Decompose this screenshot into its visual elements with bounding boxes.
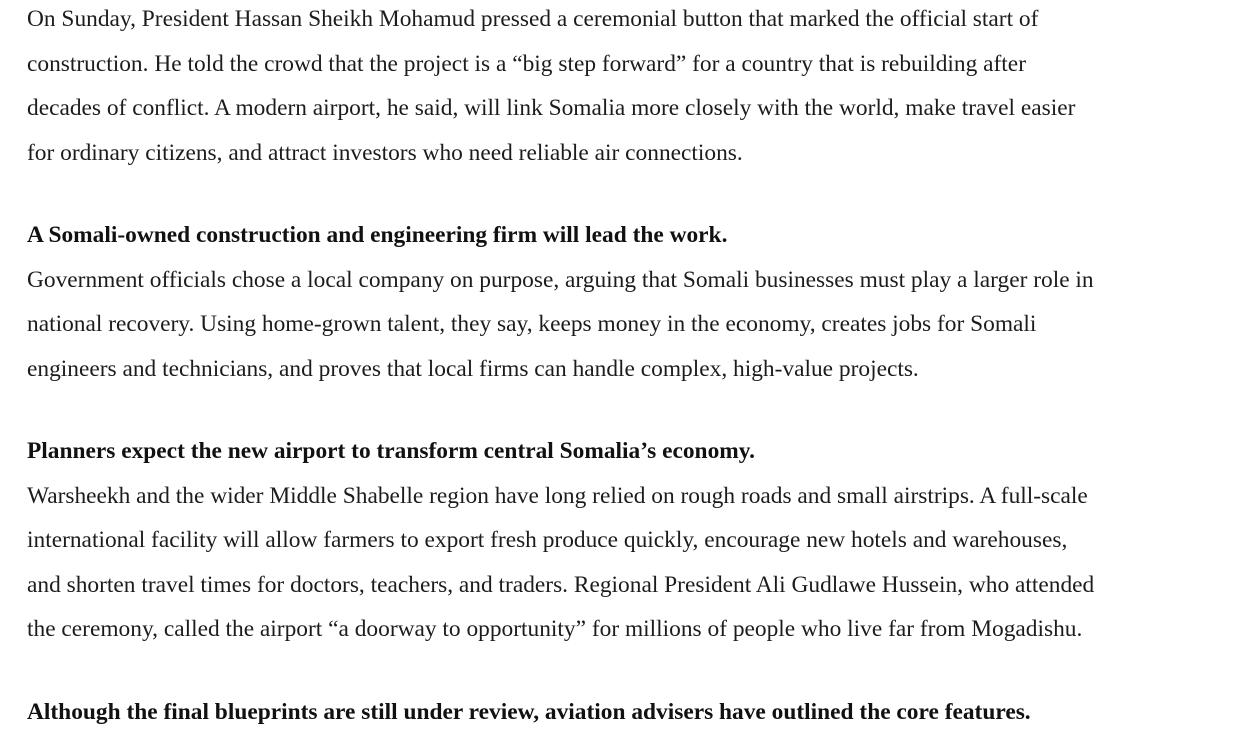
paragraph-line: international facility will allow farmers to export fresh produce quickly, encourage new hotels and warehouses,	[27, 527, 1068, 553]
paragraph-line: On Sunday, President Hassan Sheikh Mohamud pressed a ceremonial button that marked the official start of	[27, 6, 1039, 32]
paragraph-line: decades of conflict. A modern airport, he said, will link Somalia more closely with the world, make travel easier	[27, 95, 1076, 121]
paragraph-line: the ceremony, called the airport “a doorway to opportunity” for millions of people who live far from Mogadishu.	[27, 616, 1083, 642]
section-heading: Although the final blueprints are still under review, aviation advisers have outlined the core features.	[27, 698, 1031, 725]
paragraph-spacer	[27, 391, 1217, 429]
paragraph-line: engineers and technicians, and proves that local firms can handle complex, high-value projects.	[27, 355, 919, 382]
paragraph-line: Government officials chose a local company on purpose, arguing that Somali businesses must play a larger role in	[27, 266, 1094, 293]
paragraph-line: and shorten travel times for doctors, teachers, and traders. Regional President Ali Gudlawe Hussein, who attended	[27, 571, 1095, 598]
paragraph-spacer	[27, 175, 1217, 213]
article-body	[27, 0, 1217, 734]
article-paragraph	[27, 258, 1217, 392]
paragraph-line: construction. He told the crowd that the project is a “big step forward” for a country that is rebuilding after	[27, 50, 1026, 77]
paragraph-line: for ordinary citizens, and attract investors who need reliable air connections.	[27, 139, 743, 166]
article-paragraph	[27, 474, 1217, 652]
article-paragraph	[27, 0, 1217, 175]
paragraph-line: Warsheekh and the wider Middle Shabelle region have long relied on rough roads and small airstrips. A full-scale	[27, 482, 1088, 509]
paragraph-spacer	[27, 652, 1217, 690]
section-heading: A Somali-owned construction and engineering firm will lead the work.	[27, 222, 728, 248]
paragraph-line: national recovery. Using home-grown talent, they say, keeps money in the economy, creates jobs for Somali	[27, 311, 1037, 337]
section-heading: Planners expect the new airport to transform central Somalia’s economy.	[27, 438, 755, 464]
